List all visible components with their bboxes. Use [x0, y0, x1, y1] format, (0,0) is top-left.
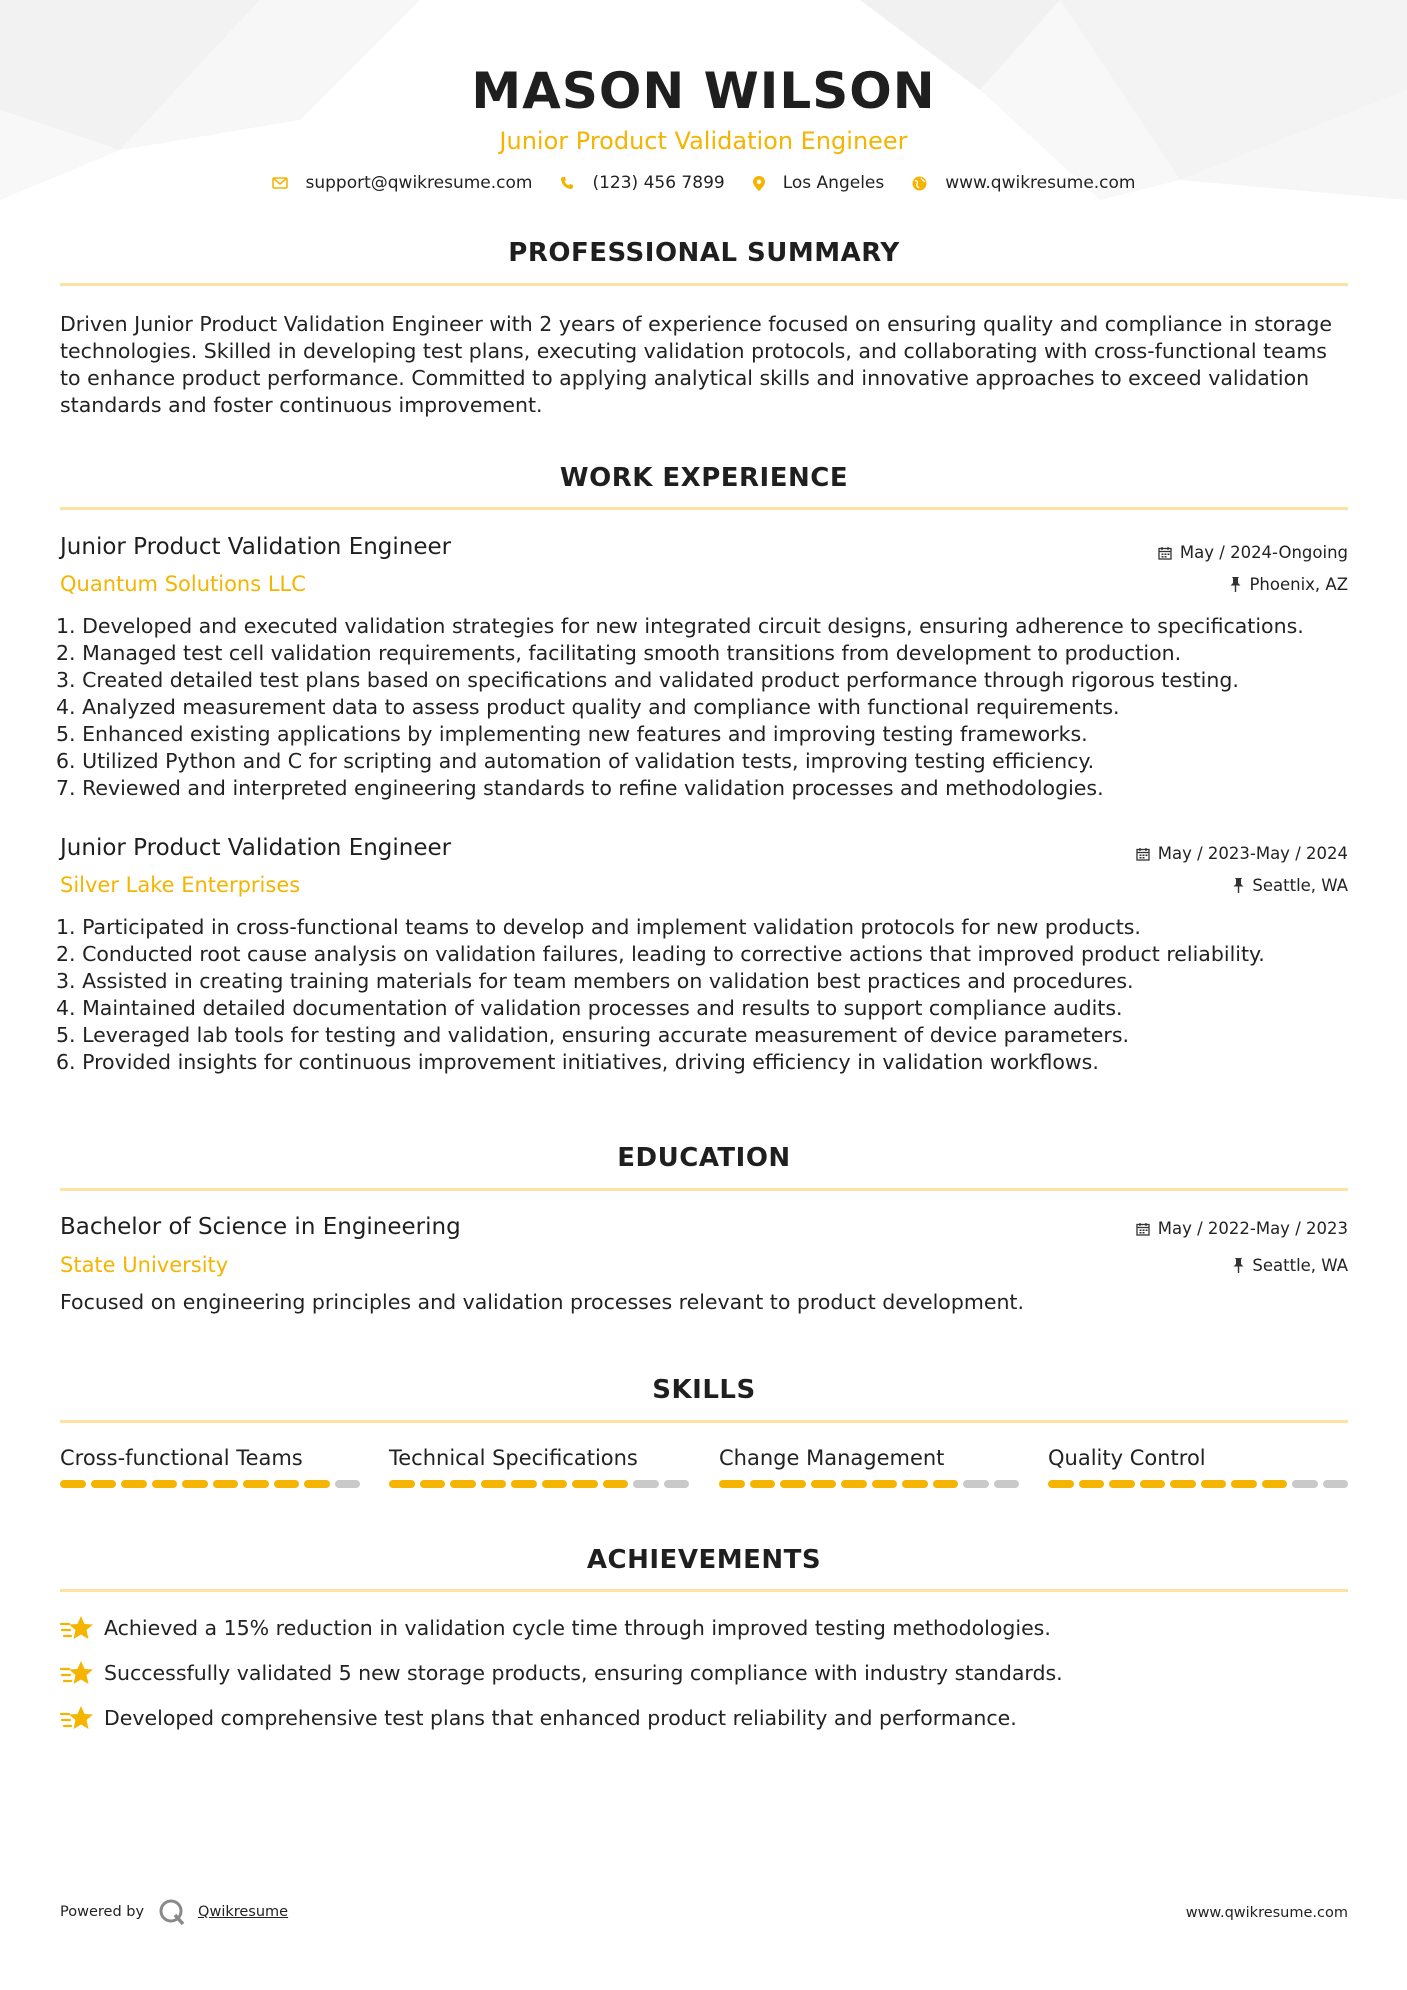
list-item: 1. Developed and executed validation strategies for new integrated circuit designs, ensuring adherence to specifications.	[56, 614, 1304, 638]
skill-level-segment-filled	[750, 1480, 776, 1488]
skill-level-bar	[389, 1480, 689, 1488]
job-title: Junior Product Validation Engineer	[60, 835, 452, 861]
experience-heading: WORK EXPERIENCE	[559, 463, 849, 493]
list-item: 3. Assisted in creating training materials for team members on validation best practices and procedures.	[56, 969, 1134, 993]
experience-divider	[60, 507, 1348, 510]
skill-name: Technical Specifications	[389, 1446, 638, 1470]
resume-header	[0, 55, 1407, 193]
contact-website-text: www.qwikresume.com	[945, 173, 1136, 193]
achievement-item	[60, 1614, 1051, 1642]
skill-level-segment-filled	[304, 1480, 330, 1488]
star-icon	[60, 1614, 104, 1642]
skill-level-segment-filled	[182, 1480, 208, 1488]
education-dates	[1136, 1219, 1348, 1238]
skill-level-segment-filled	[481, 1480, 507, 1488]
skill-level-segment-filled	[933, 1480, 959, 1488]
skill-level-segment-filled	[811, 1480, 837, 1488]
skill-level-segment-empty	[335, 1480, 361, 1488]
summary-divider	[60, 283, 1348, 286]
education-divider	[60, 1188, 1348, 1191]
contact-email-text: support@qwikresume.com	[305, 173, 533, 193]
job-location	[1233, 876, 1348, 895]
skill-level-segment-filled	[1170, 1480, 1196, 1488]
job-dates-text: May / 2023-May / 2024	[1157, 844, 1348, 863]
skill-level-segment-empty	[1323, 1480, 1349, 1488]
skill-level-segment-filled	[542, 1480, 568, 1488]
contact-website[interactable]	[912, 173, 1135, 193]
skill-level-segment-filled	[243, 1480, 269, 1488]
job-dates	[1158, 543, 1348, 562]
contact-location-text: Los Angeles	[782, 173, 885, 193]
envelope-icon	[272, 177, 288, 189]
job-company: Silver Lake Enterprises	[60, 873, 301, 897]
job-location-text: Phoenix, AZ	[1249, 575, 1348, 594]
education-dates-text: May / 2022-May / 2023	[1157, 1219, 1348, 1238]
list-item: 6. Utilized Python and C for scripting and automation of validation tests, improving testing efficiency.	[56, 749, 1095, 773]
summary-text: Driven Junior Product Validation Engineer with 2 years of experience focused on ensuring quality and compliance in storage technologies. Skilled in developing test plans, executing validation protocols, and collaborating with cross-functional teams to enhance product performance. Committed to applying analytical skills and innovative approaches to exceed validation standards and foster continuous improvement.	[60, 312, 1332, 417]
candidate-role: Junior Product Validation Engineer	[499, 127, 908, 155]
education-location	[1233, 1256, 1348, 1275]
skill-level-segment-empty	[664, 1480, 690, 1488]
skill-level-segment-filled	[1262, 1480, 1288, 1488]
skill-level-segment-empty	[1292, 1480, 1318, 1488]
achievements-heading: ACHIEVEMENTS	[586, 1545, 822, 1575]
calendar-icon	[1136, 1222, 1150, 1236]
skill-level-segment-filled	[719, 1480, 745, 1488]
job-responsibilities	[56, 914, 1356, 1076]
education-degree: Bachelor of Science in Engineering	[60, 1214, 461, 1240]
contact-email[interactable]	[272, 173, 533, 193]
skill-level-segment-filled	[213, 1480, 239, 1488]
contact-bar	[0, 173, 1407, 193]
skill-level-segment-empty	[963, 1480, 989, 1488]
skill-level-bar	[1048, 1480, 1348, 1488]
skill-level-segment-filled	[572, 1480, 598, 1488]
skill-level-segment-filled	[450, 1480, 476, 1488]
calendar-icon	[1158, 546, 1172, 560]
list-item: 5. Leveraged lab tools for testing and validation, ensuring accurate measurement of device parameters.	[56, 1023, 1130, 1047]
list-item: 5. Enhanced existing applications by implementing new features and improving testing frameworks.	[56, 722, 1088, 746]
skill-name: Change Management	[719, 1446, 945, 1470]
summary-heading: PROFESSIONAL SUMMARY	[508, 238, 900, 268]
skill-level-segment-filled	[1079, 1480, 1105, 1488]
footer-powered-by	[60, 1898, 288, 1926]
skill-level-segment-filled	[511, 1480, 537, 1488]
job-location	[1230, 575, 1348, 594]
achievement-text: Achieved a 15% reduction in validation cycle time through improved testing methodologies.	[104, 1616, 1051, 1640]
job-dates	[1136, 844, 1348, 863]
skill-level-segment-filled	[1109, 1480, 1135, 1488]
skill-name: Quality Control	[1048, 1446, 1206, 1470]
candidate-name: MASON WILSON	[471, 62, 936, 120]
powered-by-label: Powered by	[60, 1904, 145, 1920]
skill-level-segment-filled	[60, 1480, 86, 1488]
job-location-text: Seattle, WA	[1252, 876, 1348, 895]
star-icon	[60, 1704, 104, 1732]
skills-divider	[60, 1420, 1348, 1423]
skill-level-segment-filled	[1201, 1480, 1227, 1488]
skill-level-segment-filled	[872, 1480, 898, 1488]
list-item: 2. Conducted root cause analysis on validation failures, leading to corrective actions that improved product reliability.	[56, 942, 1265, 966]
skill-level-segment-empty	[994, 1480, 1020, 1488]
skill-level-segment-filled	[1140, 1480, 1166, 1488]
job-responsibilities	[56, 613, 1356, 802]
achievements-divider	[60, 1589, 1348, 1592]
powered-by-brand-link[interactable]: Qwikresume	[198, 1904, 289, 1920]
skill-level-segment-filled	[1048, 1480, 1074, 1488]
contact-location	[753, 173, 885, 193]
education-school: State University	[60, 1253, 229, 1277]
skill-level-bar	[60, 1480, 360, 1488]
star-icon	[60, 1659, 104, 1687]
list-item: 1. Participated in cross-functional teams to develop and implement validation protocols for new products.	[56, 915, 1141, 939]
contact-phone-text: (123) 456 7899	[592, 173, 725, 193]
education-heading: EDUCATION	[617, 1143, 791, 1173]
skill-name: Cross-functional Teams	[60, 1446, 303, 1470]
achievement-item	[60, 1659, 1063, 1687]
job-title: Junior Product Validation Engineer	[60, 534, 452, 560]
skill-level-segment-filled	[121, 1480, 147, 1488]
map-pin-icon	[753, 176, 765, 191]
globe-icon	[912, 176, 927, 191]
skill-item	[389, 1446, 689, 1488]
skill-level-segment-filled	[420, 1480, 446, 1488]
calendar-icon	[1136, 847, 1150, 861]
skill-level-segment-filled	[603, 1480, 629, 1488]
skill-level-segment-filled	[1231, 1480, 1257, 1488]
skill-level-segment-filled	[152, 1480, 178, 1488]
pushpin-icon	[1233, 1258, 1244, 1273]
achievement-text: Developed comprehensive test plans that enhanced product reliability and performance.	[104, 1706, 1017, 1730]
skill-level-segment-filled	[902, 1480, 928, 1488]
skill-level-segment-empty	[633, 1480, 659, 1488]
phone-icon	[560, 176, 574, 190]
pushpin-icon	[1233, 878, 1244, 893]
footer-website-link[interactable]: www.qwikresume.com	[1185, 1905, 1348, 1921]
pushpin-icon	[1230, 577, 1241, 592]
skill-level-segment-filled	[91, 1480, 117, 1488]
education-location-text: Seattle, WA	[1252, 1256, 1348, 1275]
skill-level-segment-filled	[780, 1480, 806, 1488]
skill-item	[1048, 1446, 1348, 1488]
skill-level-segment-filled	[274, 1480, 300, 1488]
list-item: 4. Maintained detailed documentation of validation processes and results to support compliance audits.	[56, 996, 1123, 1020]
skill-item	[60, 1446, 360, 1488]
qwikresume-logo-icon	[158, 1898, 186, 1926]
contact-phone[interactable]	[560, 173, 724, 193]
skill-level-segment-filled	[841, 1480, 867, 1488]
list-item: 3. Created detailed test plans based on specifications and validated product performance through rigorous testing.	[56, 668, 1239, 692]
list-item: 4. Analyzed measurement data to assess product quality and compliance with functional requirements.	[56, 695, 1120, 719]
skill-level-bar	[719, 1480, 1019, 1488]
education-description: Focused on engineering principles and validation processes relevant to product development.	[60, 1290, 1024, 1314]
achievement-item	[60, 1704, 1017, 1732]
achievement-text: Successfully validated 5 new storage products, ensuring compliance with industry standards.	[104, 1661, 1063, 1685]
job-dates-text: May / 2024-Ongoing	[1179, 543, 1348, 562]
job-company: Quantum Solutions LLC	[60, 572, 306, 596]
list-item: 6. Provided insights for continuous improvement initiatives, driving efficiency in validation workflows.	[56, 1050, 1099, 1074]
skill-item	[719, 1446, 1019, 1488]
skill-level-segment-filled	[389, 1480, 415, 1488]
list-item: 2. Managed test cell validation requirements, facilitating smooth transitions from development to production.	[56, 641, 1182, 665]
skills-heading: SKILLS	[652, 1375, 756, 1405]
list-item: 7. Reviewed and interpreted engineering standards to refine validation processes and methodologies.	[56, 776, 1104, 800]
